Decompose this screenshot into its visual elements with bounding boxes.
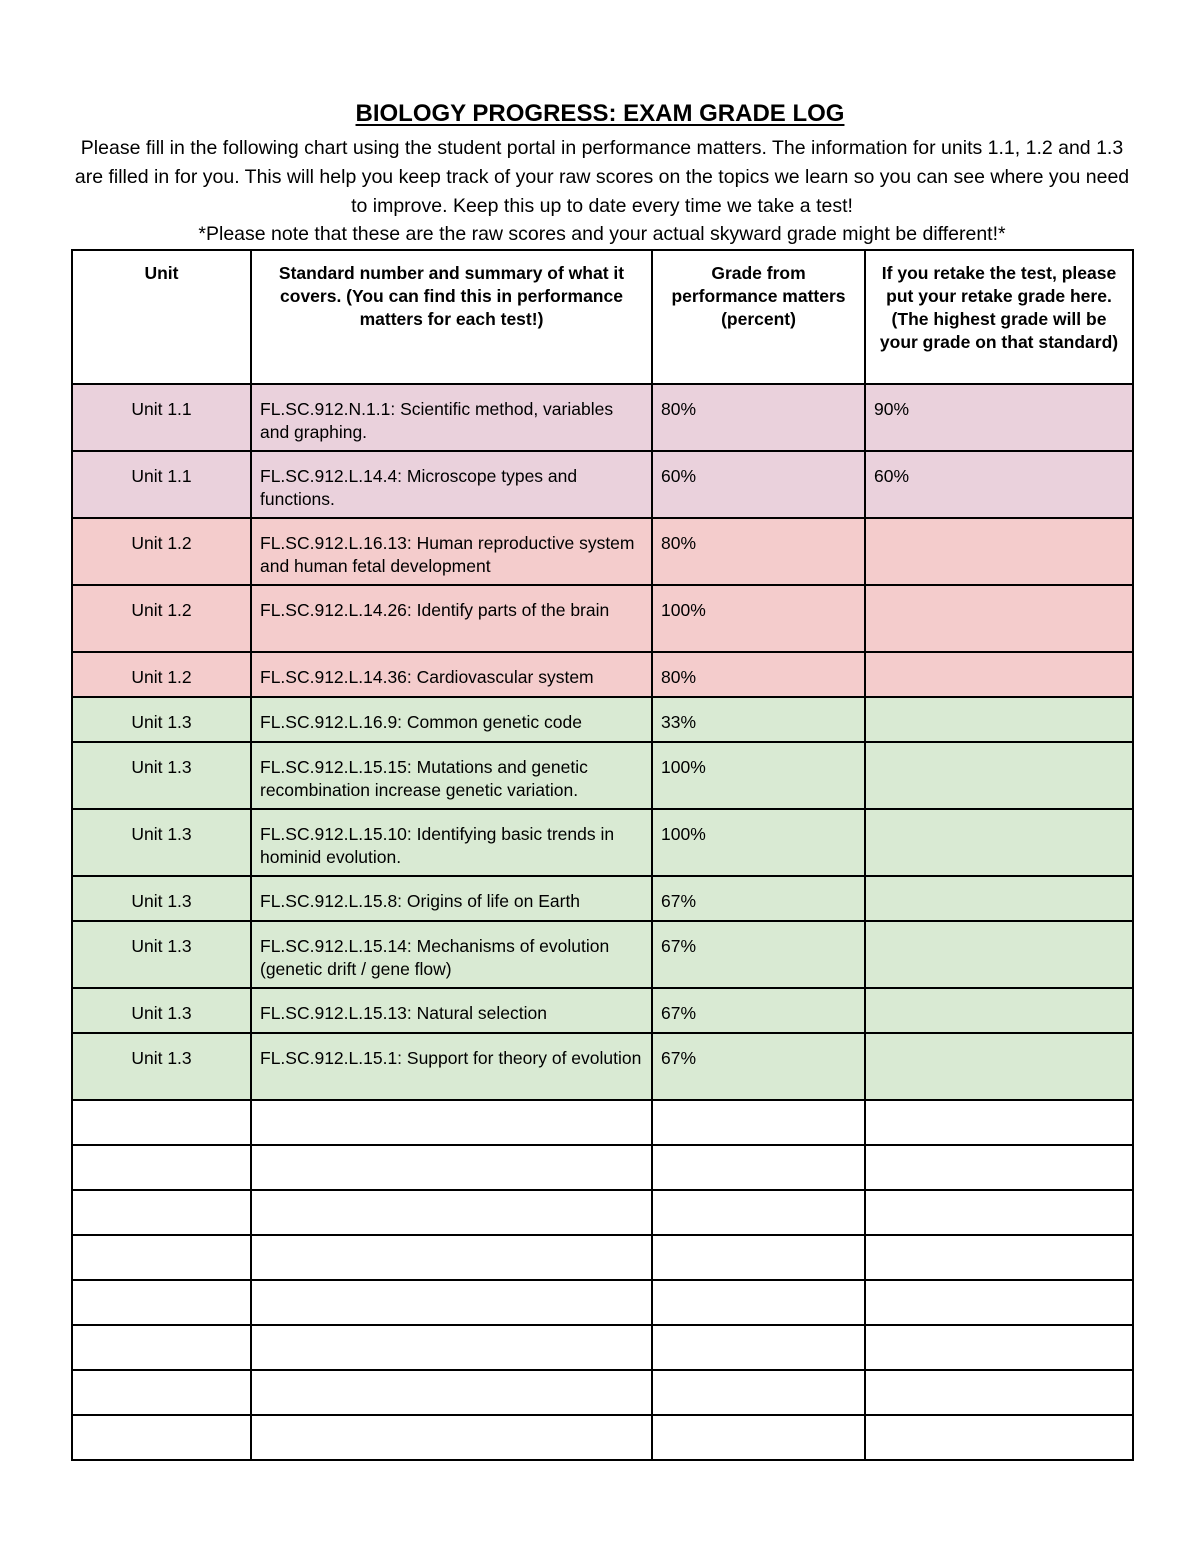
empty-cell[interactable]: [652, 1235, 865, 1280]
empty-cell[interactable]: [652, 1415, 865, 1460]
retake-cell[interactable]: 60%: [865, 451, 1133, 518]
retake-cell[interactable]: [865, 697, 1133, 742]
empty-cell[interactable]: [251, 1280, 652, 1325]
standard-cell: FL.SC.912.L.14.4: Microscope types and functions.: [251, 451, 652, 518]
disclaimer-note: *Please note that these are the raw scores and your actual skyward grade might be different!*: [198, 223, 1006, 245]
empty-cell[interactable]: [652, 1325, 865, 1370]
header-unit: Unit: [72, 250, 251, 384]
retake-cell[interactable]: [865, 652, 1133, 697]
table-row: [72, 742, 1133, 809]
empty-row: [72, 1235, 1133, 1280]
table-row: [72, 384, 1133, 451]
grade-cell[interactable]: 80%: [652, 384, 865, 451]
retake-cell[interactable]: [865, 876, 1133, 921]
standard-cell: FL.SC.912.L.14.26: Identify parts of the brain: [251, 585, 652, 652]
unit-cell: Unit 1.2: [72, 652, 251, 697]
table-row: [72, 585, 1133, 652]
table-row: [72, 921, 1133, 988]
unit-cell: Unit 1.3: [72, 697, 251, 742]
standard-cell: FL.SC.912.N.1.1: Scientific method, variables and graphing.: [251, 384, 652, 451]
empty-cell[interactable]: [652, 1280, 865, 1325]
table-row: [72, 451, 1133, 518]
empty-cell[interactable]: [652, 1100, 865, 1145]
grade-cell[interactable]: 67%: [652, 921, 865, 988]
document-title: BIOLOGY PROGRESS: EXAM GRADE LOG: [355, 100, 845, 127]
empty-cell[interactable]: [251, 1190, 652, 1235]
empty-cell[interactable]: [72, 1235, 251, 1280]
empty-cell[interactable]: [72, 1370, 251, 1415]
retake-cell[interactable]: [865, 585, 1133, 652]
empty-cell[interactable]: [865, 1280, 1133, 1325]
standard-cell: FL.SC.912.L.15.1: Support for theory of evolution: [251, 1033, 652, 1100]
empty-cell[interactable]: [251, 1145, 652, 1190]
instructions-text: Please fill in the following chart using the student portal in performance matters. The information for units 1.1, 1.2 and 1.3 are filled in for you. This will help you keep track of your raw scores on the topics we learn so you can see where you need to improve. Keep this up to date every time we take a test!: [74, 137, 1130, 217]
unit-cell: Unit 1.3: [72, 876, 251, 921]
empty-cell[interactable]: [251, 1235, 652, 1280]
empty-cell[interactable]: [652, 1145, 865, 1190]
table-row: [72, 1033, 1133, 1100]
header-grade: Grade from performance matters (percent): [652, 250, 865, 384]
empty-row: [72, 1145, 1133, 1190]
retake-cell[interactable]: [865, 742, 1133, 809]
header-standard: Standard number and summary of what it covers. (You can find this in performance matters for each test!): [251, 250, 652, 384]
unit-cell: Unit 1.3: [72, 988, 251, 1033]
table-row: [72, 518, 1133, 585]
table-row: [72, 652, 1133, 697]
standard-cell: FL.SC.912.L.14.36: Cardiovascular system: [251, 652, 652, 697]
retake-cell[interactable]: [865, 518, 1133, 585]
unit-cell: Unit 1.2: [72, 518, 251, 585]
unit-cell: Unit 1.1: [72, 451, 251, 518]
grade-log-table: [71, 249, 1134, 1461]
empty-cell[interactable]: [865, 1100, 1133, 1145]
empty-cell[interactable]: [72, 1325, 251, 1370]
empty-cell[interactable]: [72, 1280, 251, 1325]
empty-row: [72, 1370, 1133, 1415]
empty-cell[interactable]: [251, 1100, 652, 1145]
retake-cell[interactable]: [865, 1033, 1133, 1100]
unit-cell: Unit 1.3: [72, 921, 251, 988]
grade-cell[interactable]: 100%: [652, 809, 865, 876]
grade-cell[interactable]: 67%: [652, 988, 865, 1033]
retake-cell[interactable]: [865, 988, 1133, 1033]
empty-cell[interactable]: [72, 1100, 251, 1145]
table-row: [72, 876, 1133, 921]
empty-row: [72, 1100, 1133, 1145]
empty-cell[interactable]: [72, 1145, 251, 1190]
table-row: [72, 809, 1133, 876]
retake-cell[interactable]: [865, 809, 1133, 876]
empty-cell[interactable]: [251, 1370, 652, 1415]
retake-cell[interactable]: 90%: [865, 384, 1133, 451]
empty-cell[interactable]: [251, 1415, 652, 1460]
grade-cell[interactable]: 33%: [652, 697, 865, 742]
empty-row: [72, 1415, 1133, 1460]
empty-cell[interactable]: [865, 1235, 1133, 1280]
grade-cell[interactable]: 80%: [652, 652, 865, 697]
empty-cell[interactable]: [72, 1415, 251, 1460]
grade-cell[interactable]: 67%: [652, 1033, 865, 1100]
empty-cell[interactable]: [72, 1190, 251, 1235]
standard-cell: FL.SC.912.L.15.10: Identifying basic trends in hominid evolution.: [251, 809, 652, 876]
empty-row: [72, 1190, 1133, 1235]
empty-cell[interactable]: [251, 1325, 652, 1370]
unit-cell: Unit 1.3: [72, 742, 251, 809]
standard-cell: FL.SC.912.L.15.8: Origins of life on Earth: [251, 876, 652, 921]
table-row: [72, 697, 1133, 742]
empty-cell[interactable]: [865, 1325, 1133, 1370]
unit-cell: Unit 1.1: [72, 384, 251, 451]
retake-cell[interactable]: [865, 921, 1133, 988]
empty-row: [72, 1325, 1133, 1370]
grade-cell[interactable]: 80%: [652, 518, 865, 585]
table-header-row: [72, 250, 1133, 384]
empty-row: [72, 1280, 1133, 1325]
unit-cell: Unit 1.3: [72, 1033, 251, 1100]
empty-cell[interactable]: [865, 1370, 1133, 1415]
empty-cell[interactable]: [865, 1145, 1133, 1190]
standard-cell: FL.SC.912.L.15.13: Natural selection: [251, 988, 652, 1033]
standard-cell: FL.SC.912.L.15.15: Mutations and genetic recombination increase genetic variation.: [251, 742, 652, 809]
standard-cell: FL.SC.912.L.15.14: Mechanisms of evolution (genetic drift / gene flow): [251, 921, 652, 988]
empty-cell[interactable]: [652, 1370, 865, 1415]
grade-cell[interactable]: 100%: [652, 585, 865, 652]
table-row: [72, 988, 1133, 1033]
grade-cell[interactable]: 100%: [652, 742, 865, 809]
unit-cell: Unit 1.3: [72, 809, 251, 876]
empty-cell[interactable]: [865, 1190, 1133, 1235]
standard-cell: FL.SC.912.L.16.9: Common genetic code: [251, 697, 652, 742]
grade-cell[interactable]: 67%: [652, 876, 865, 921]
unit-cell: Unit 1.2: [72, 585, 251, 652]
empty-cell[interactable]: [652, 1190, 865, 1235]
standard-cell: FL.SC.912.L.16.13: Human reproductive system and human fetal development: [251, 518, 652, 585]
empty-cell[interactable]: [865, 1415, 1133, 1460]
header-retake: If you retake the test, please put your retake grade here. (The highest grade will be your grade on that standard): [865, 250, 1133, 384]
grade-cell[interactable]: 60%: [652, 451, 865, 518]
